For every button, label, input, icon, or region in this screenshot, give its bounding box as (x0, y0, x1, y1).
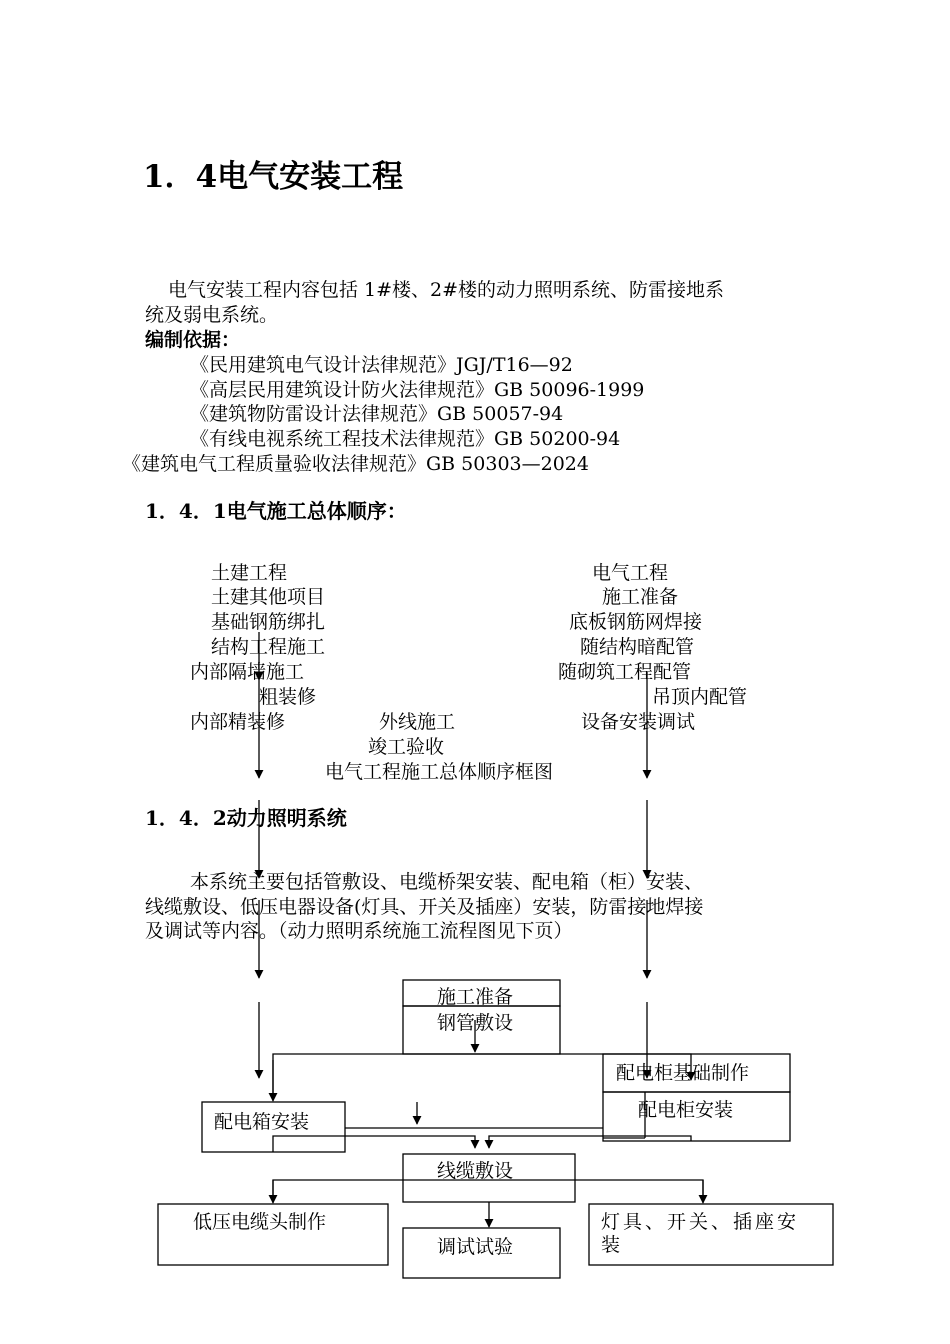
flow-box-cabinet-install: 配电柜安装 (638, 1099, 734, 1121)
seq-left-item: 结构工程施工 (211, 636, 326, 658)
seq-left-item: 基础钢筋绑扎 (211, 611, 326, 633)
seq-left-item: 土建工程 (211, 562, 288, 584)
lighting-line-2: 线缆敷设、低压电器设备(灯具、开关及插座）安装，防雷接地焊接 (145, 896, 704, 918)
flow-box-box-install: 配电箱安装 (214, 1111, 310, 1133)
flow-box-cabinet-base: 配电柜基础制作 (616, 1062, 750, 1084)
seq-caption: 电气工程施工总体顺序框图 (325, 761, 554, 783)
flow-box-conduit: 钢管敷设 (437, 1012, 514, 1034)
seq-left-item: 粗装修 (259, 686, 317, 708)
seq-left-item: 土建其他项目 (211, 586, 326, 608)
intro-line-1: 电气安装工程内容包括 1#楼、2#楼的动力照明系统、防雷接地系 (168, 279, 725, 301)
flow-box-test: 调试试验 (437, 1236, 514, 1258)
seq-right-item: 施工准备 (602, 586, 679, 608)
flow-box-prep: 施工准备 (437, 986, 514, 1008)
basis-item: 《有线电视系统工程技术法律规范》GB 50200-94 (190, 428, 621, 450)
seq-right-item: 随砌筑工程配管 (558, 661, 692, 683)
seq-right-item: 吊顶内配管 (652, 686, 748, 708)
basis-item: 《民用建筑电气设计法律规范》JGJ/T16—92 (190, 354, 573, 376)
basis-item: 《建筑电气工程质量验收法律规范》GB 50303—2024 (122, 453, 589, 475)
lighting-line-3: 及调试等内容。（动力照明系统施工流程图见下页） (145, 920, 573, 942)
lighting-line-1: 本系统主要包括管敷设、电缆桥架安装、配电箱（柜）安装、 (190, 871, 704, 893)
basis-item: 《建筑物防雷设计法律规范》GB 50057-94 (190, 403, 564, 425)
seq-right-item: 设备安装调试 (581, 711, 696, 733)
flow-box-cable: 线缆敷设 (437, 1160, 514, 1182)
seq-right-item: 随结构暗配管 (580, 636, 695, 658)
seq-left-item: 内部隔墙施工 (190, 661, 305, 683)
flow-box-fixture-line-1: 灯具、开关、插座安 (601, 1211, 800, 1233)
section-title: 1．4电气安装工程 (143, 159, 404, 195)
basis-label: 编制依据： (145, 329, 241, 351)
subsection-title-sequence: 1．4．1电气施工总体顺序： (145, 499, 407, 523)
seq-right-item: 底板钢筋网焊接 (569, 611, 703, 633)
flow-box-cable-head: 低压电缆头制作 (193, 1211, 327, 1233)
intro-line-2: 统及弱电系统。 (145, 304, 279, 326)
basis-item: 《高层民用建筑设计防火法律规范》GB 50096-1999 (190, 379, 645, 401)
seq-left-item: 内部精装修 (190, 711, 286, 733)
seq-acceptance: 竣工验收 (368, 736, 445, 758)
subsection-title-lighting: 1．4．2动力照明系统 (145, 806, 347, 830)
seq-outside-works: 外线施工 (379, 711, 456, 733)
seq-right-item: 电气工程 (592, 562, 669, 584)
flow-box-fixture-line-2: 装 (601, 1234, 621, 1256)
